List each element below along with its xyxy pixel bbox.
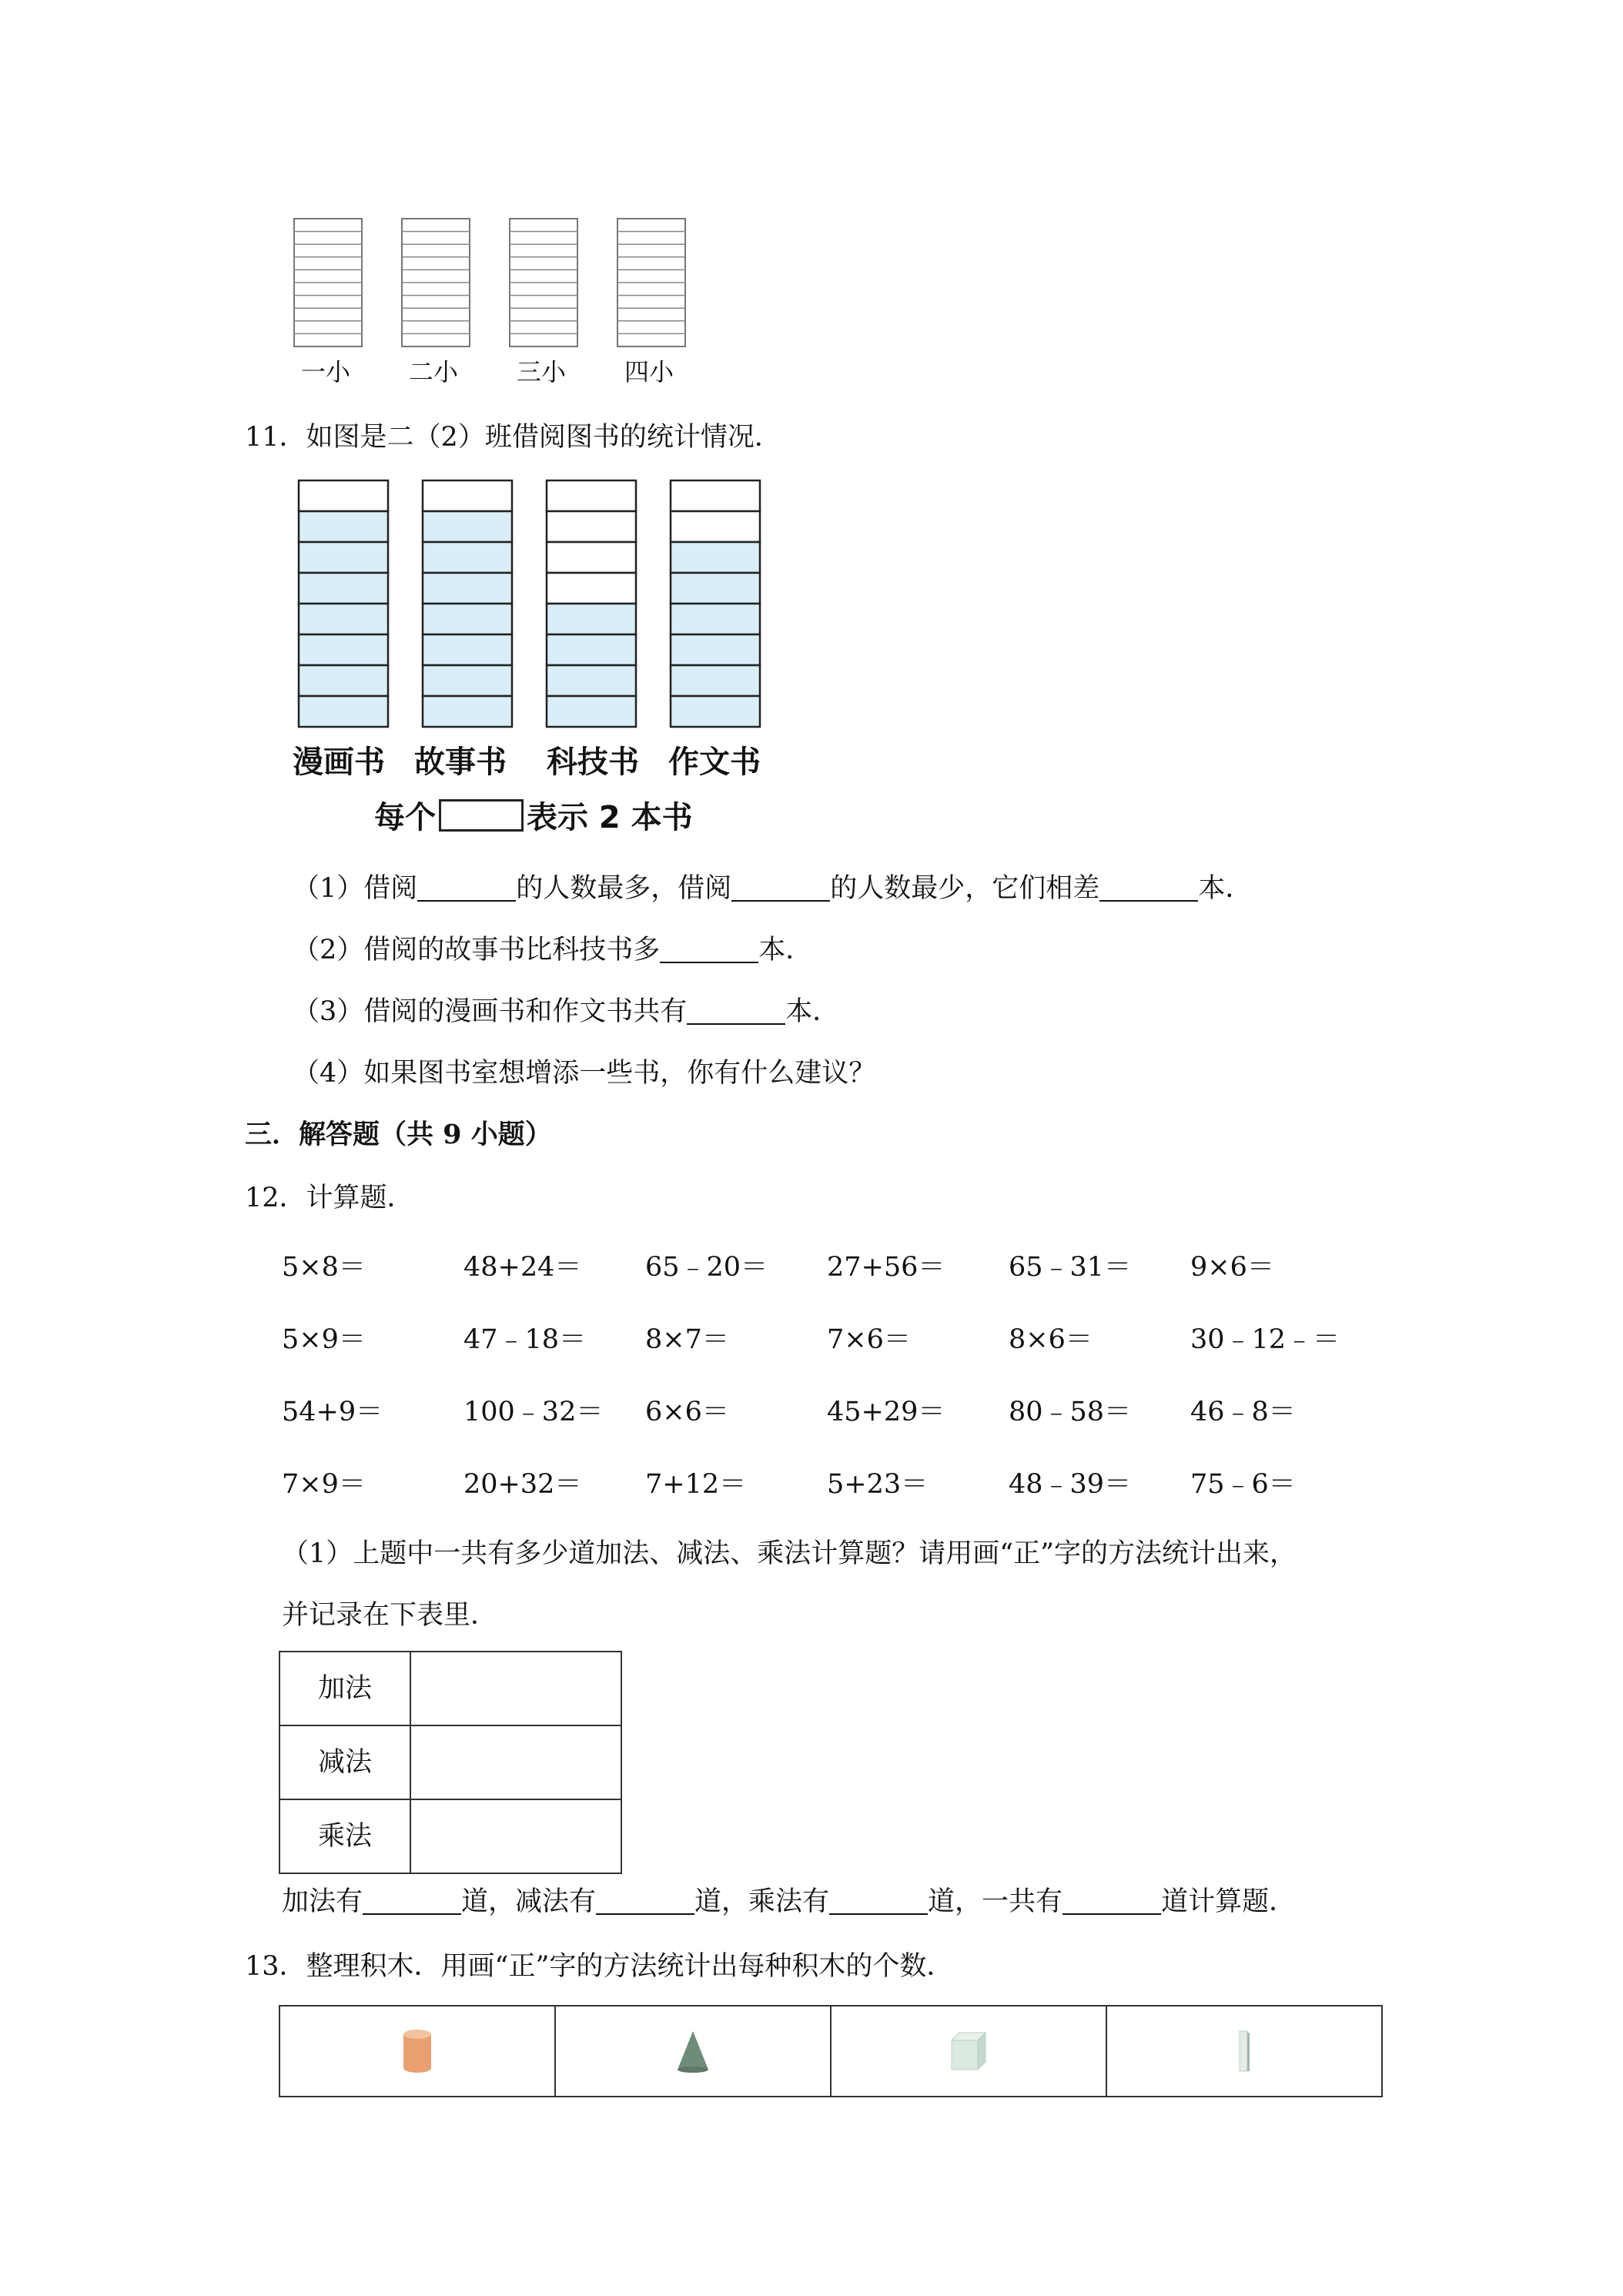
q13-number: 13． [245,1951,306,1982]
q11-filled-block [547,634,636,665]
q11-filled-block [299,542,388,573]
tally-cell-sub[interactable] [410,1725,621,1799]
q11-filled-block [423,511,512,542]
q11-empty-block [299,480,388,511]
calc-item: 54+9＝ [282,1397,383,1427]
q11-chart-column [299,480,388,727]
q11-chart-column [671,480,760,727]
tally-cell-add[interactable] [410,1652,621,1725]
q12-heading [245,1181,414,1215]
q11-sub4: （4）如果图书室想增添一些书，你有什么建议？ [293,1058,876,1089]
calc-item: 9×6＝ [1190,1252,1274,1283]
calc-item: 46﹣8＝ [1190,1397,1296,1427]
calc-item: 8×6＝ [1009,1324,1093,1355]
table-row [279,1725,621,1799]
q11-title: 如图是二（2）班借阅图书的统计情况． [306,422,781,453]
q11-filled-block [547,604,636,634]
q11-sub3-blank[interactable] [687,999,785,1025]
q11-filled-block [671,542,760,573]
tally-label-sub: 减法 [279,1725,410,1799]
calc-item: 30﹣12﹣＝ [1190,1324,1340,1355]
q11-empty-block [547,573,636,604]
q11-filled-block [423,604,512,634]
calc-item: 7×9＝ [282,1469,366,1500]
q12-tally-table [279,1651,622,1874]
calc-item: 5×8＝ [282,1252,366,1283]
tally-label-add: 加法 [279,1652,410,1725]
calc-item: 48+24＝ [463,1252,582,1283]
calc-item: 65﹣20＝ [645,1252,768,1283]
calc-item: 48﹣39＝ [1009,1469,1132,1500]
q12-title: 计算题． [306,1183,414,1213]
q11-sub1-blank-most[interactable] [417,875,516,902]
q11-legend-prefix: 每个 [374,800,436,835]
q11-empty-block [547,511,636,542]
q11-chart-column [547,480,636,727]
top-chart-label-4: 四小 [624,357,674,387]
q13-cell-cone[interactable] [556,2006,832,2096]
calc-item: 7+12＝ [645,1469,747,1500]
q11-heading [245,420,781,454]
top-chart-column [510,219,577,346]
q11-chart-column [423,480,512,727]
top-chart-label-2: 二小 [408,357,458,387]
q11-filled-block [423,634,512,665]
q12-number: 12． [245,1183,306,1213]
q11-filled-block [299,604,388,634]
q11-filled-block [299,634,388,665]
calc-item: 6×6＝ [645,1397,729,1427]
calc-item: 5+23＝ [827,1469,929,1500]
table-row [279,1799,621,1873]
q11-empty-block [671,480,760,511]
q11-filled-block [423,665,512,696]
q11-filled-block [547,696,636,727]
q11-empty-block [671,511,760,542]
q12-calc-grid [282,1250,1360,1543]
tally-label-mul: 乘法 [279,1799,410,1873]
q11-filled-block [299,511,388,542]
table-row [279,1652,621,1725]
q11-book-chart-svg [296,477,788,739]
q11-cat-label-1: 漫画书 [293,745,385,780]
q11-filled-block [671,665,760,696]
q11-sub1: （1）借阅 的人数最多，借阅 的人数最少，它们相差 本． [293,873,1253,904]
q11-number: 11． [245,422,306,453]
top-chart-label-1: 一小 [300,357,350,387]
q12-fill-line: 加法有 道，减法有 道，乘法有 道，一共有 道计算题． [282,1886,1297,1917]
q11-filled-block [671,634,760,665]
q11-legend-suffix: 表示 2 本书 [527,800,693,835]
q11-filled-block [299,696,388,727]
q12-blank-sub[interactable] [596,1889,694,1915]
calc-item: 80﹣58＝ [1009,1397,1132,1427]
q13-title: 整理积木．用画“正”字的方法统计出每种积木的个数． [306,1951,954,1982]
calc-item: 20+32＝ [463,1469,582,1500]
q11-legend [374,793,693,837]
calc-item: 8×7＝ [645,1324,729,1355]
cylinder-icon [400,2028,434,2074]
q13-heading [245,1950,953,1983]
q11-filled-block [299,665,388,696]
q11-sub1-blank-diff[interactable] [1099,875,1198,902]
top-chart-label-3: 三小 [516,357,566,387]
section3-heading: 三．解答题（共 9 小题） [245,1119,552,1150]
q11-book-chart [296,477,788,739]
q11-filled-block [671,573,760,604]
q13-cell-cylinder[interactable] [280,2006,556,2096]
calc-item: 75﹣6＝ [1190,1469,1296,1500]
q11-legend-block [439,799,524,832]
cuboid-icon [1235,2028,1253,2074]
q13-cell-cuboid[interactable] [1107,2006,1381,2096]
calc-item: 100﹣32＝ [463,1397,604,1427]
q11-sub2-blank[interactable] [660,937,758,963]
cone-icon [674,2028,711,2074]
q11-filled-block [299,573,388,604]
q11-cat-label-2: 故事书 [414,745,507,780]
cube-icon [949,2030,989,2073]
calc-item: 47﹣18＝ [463,1324,587,1355]
top-chart-column [294,219,362,346]
calc-item: 27+56＝ [827,1252,945,1283]
calc-item: 5×9＝ [282,1324,366,1355]
q11-filled-block [423,542,512,573]
top-chart-column [617,219,685,346]
calc-item: 7×6＝ [827,1324,911,1355]
q11-filled-block [423,696,512,727]
q13-shape-table [279,2005,1383,2097]
q12-blank-mul[interactable] [829,1889,928,1915]
top-chart-column [402,219,470,346]
q12-blank-add[interactable] [363,1889,461,1915]
q11-filled-block [671,604,760,634]
q11-empty-block [423,480,512,511]
q11-cat-label-3: 科技书 [547,745,639,780]
q11-sub3: （3）借阅的漫画书和作文书共有 本． [293,996,840,1027]
q11-filled-block [671,696,760,727]
q12-blank-total[interactable] [1062,1889,1161,1915]
tally-cell-mul[interactable] [410,1799,621,1873]
q12-sub1-line2: 并记录在下表里． [282,1600,498,1631]
q11-empty-block [547,480,636,511]
q11-sub2: （2）借阅的故事书比科技书多 本． [293,935,813,966]
q13-cell-cube[interactable] [832,2006,1107,2096]
calc-item: 65﹣31＝ [1009,1252,1132,1283]
q11-filled-block [423,573,512,604]
q11-sub1-blank-least[interactable] [731,875,830,902]
q11-empty-block [547,542,636,573]
q11-cat-label-4: 作文书 [668,745,761,780]
q11-filled-block [547,665,636,696]
q12-sub1-line1: （1）上题中一共有多少道加法、减法、乘法计算题？请用画“正”字的方法统计出来， [282,1538,1297,1569]
calc-item: 45+29＝ [827,1397,945,1427]
